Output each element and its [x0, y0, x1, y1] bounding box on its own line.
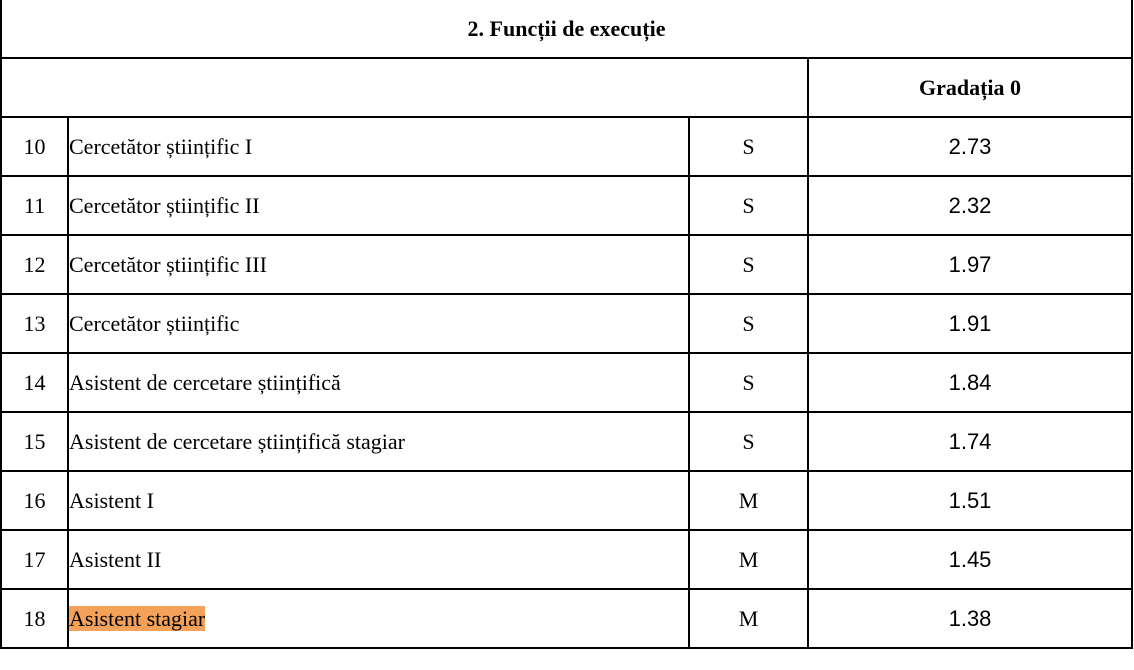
coefficient-value: 1.45 [808, 530, 1132, 589]
table-row [1, 176, 1132, 235]
row-number: 16 [1, 471, 68, 530]
study-level: S [689, 235, 808, 294]
title-row [1, 0, 1132, 58]
coefficient-value: 1.84 [808, 353, 1132, 412]
table-row [1, 235, 1132, 294]
row-number: 10 [1, 117, 68, 176]
coefficient-value: 1.91 [808, 294, 1132, 353]
study-level: S [689, 412, 808, 471]
function-name: Cercetător științific II [68, 176, 689, 235]
table-title: 2. Funcții de execuție [1, 0, 1132, 58]
study-level: M [689, 589, 808, 648]
study-level: S [689, 353, 808, 412]
table-row [1, 471, 1132, 530]
coefficient-value: 1.38 [808, 589, 1132, 648]
header-empty-cell [1, 58, 808, 117]
study-level: S [689, 117, 808, 176]
coefficient-value: 1.51 [808, 471, 1132, 530]
table-row [1, 117, 1132, 176]
function-name: Asistent I [68, 471, 689, 530]
study-level: M [689, 471, 808, 530]
row-number: 15 [1, 412, 68, 471]
row-number: 11 [1, 176, 68, 235]
coefficient-value: 1.74 [808, 412, 1132, 471]
function-name: Cercetător științific III [68, 235, 689, 294]
function-name: Asistent de cercetare științifică [68, 353, 689, 412]
coefficient-value: 1.97 [808, 235, 1132, 294]
table-row [1, 589, 1132, 648]
study-level: M [689, 530, 808, 589]
header-row [1, 58, 1132, 117]
row-number: 18 [1, 589, 68, 648]
row-number: 14 [1, 353, 68, 412]
function-name: Cercetător științific I [68, 117, 689, 176]
coefficient-value: 2.32 [808, 176, 1132, 235]
table-row [1, 353, 1132, 412]
table-row [1, 412, 1132, 471]
table-row [1, 530, 1132, 589]
study-level: S [689, 176, 808, 235]
function-name: Asistent II [68, 530, 689, 589]
coefficient-value: 2.73 [808, 117, 1132, 176]
function-name: Asistent de cercetare științifică stagiar [68, 412, 689, 471]
function-name-cell [68, 589, 689, 648]
highlighted-function-name: Asistent stagiar [69, 605, 206, 631]
table-row [1, 294, 1132, 353]
study-level: S [689, 294, 808, 353]
row-number: 12 [1, 235, 68, 294]
grade-header: Gradația 0 [808, 58, 1132, 117]
function-name: Cercetător științific [68, 294, 689, 353]
row-number: 13 [1, 294, 68, 353]
row-number: 17 [1, 530, 68, 589]
